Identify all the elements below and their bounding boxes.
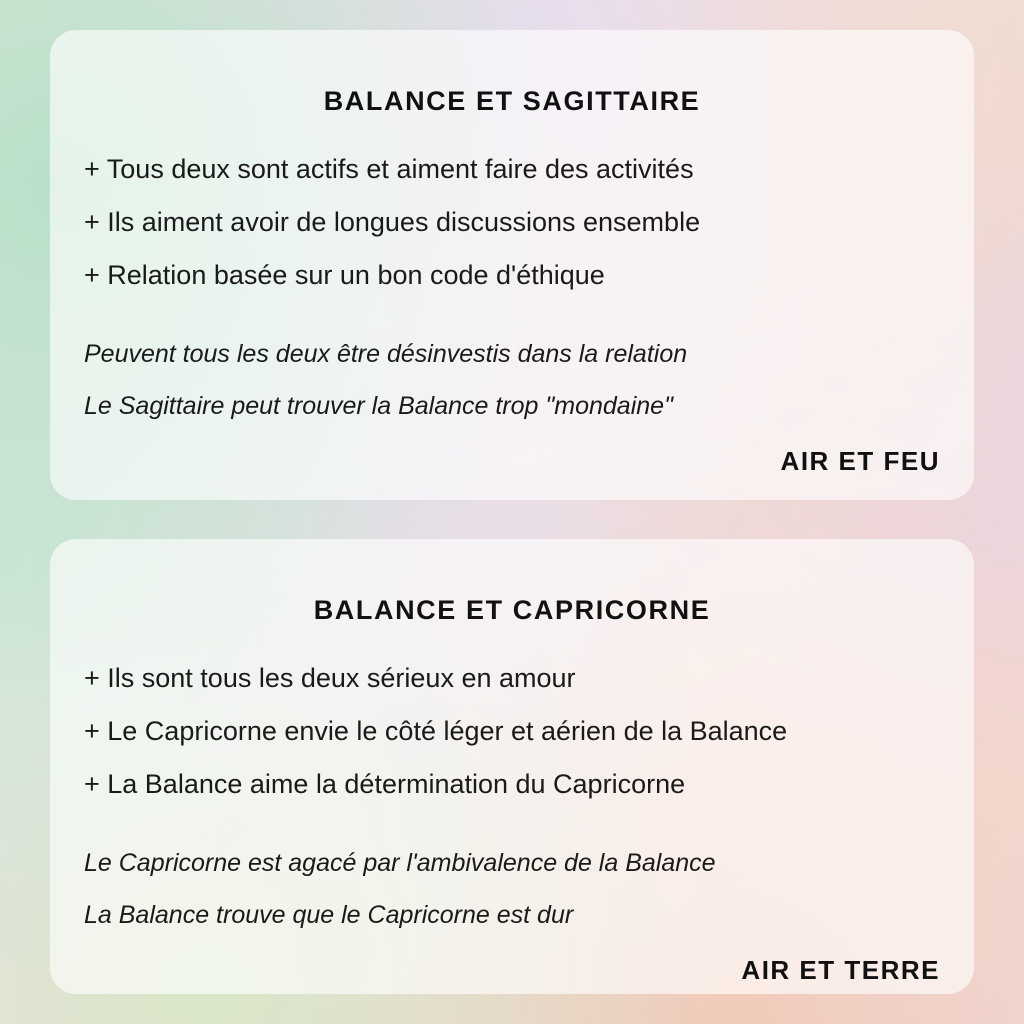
- pro-item: + La Balance aime la détermination du Capricorne: [84, 768, 686, 799]
- elements-label: AIR ET TERRE: [741, 954, 940, 985]
- cons-list: [84, 329, 940, 432]
- pro-item: + Tous deux sont actifs et aiment faire des activités: [84, 154, 694, 185]
- pro-item: + Relation basée sur un bon code d'éthique: [84, 259, 605, 290]
- pros-list: [84, 143, 940, 301]
- con-item: Peuvent tous les deux être désinvestis dans la relation: [84, 340, 688, 369]
- con-item: La Balance trouve que le Capricorne est dur: [84, 900, 574, 929]
- pro-item: + Ils sont tous les deux sérieux en amour: [84, 663, 576, 694]
- pro-item: + Le Capricorne envie le côté léger et aérien de la Balance: [84, 716, 788, 747]
- con-item: Le Capricorne est agacé par l'ambivalence de la Balance: [84, 849, 716, 878]
- compatibility-card-balance-sagittaire: [50, 30, 974, 500]
- cons-list: [84, 838, 940, 941]
- compatibility-card-balance-capricorne: [50, 539, 974, 994]
- card-title: BALANCE ET SAGITTAIRE: [323, 86, 701, 117]
- pro-item: + Ils aiment avoir de longues discussions ensemble: [84, 207, 701, 238]
- elements-label: AIR ET FEU: [780, 445, 940, 476]
- pros-list: [84, 652, 940, 810]
- card-title: BALANCE ET CAPRICORNE: [313, 595, 711, 626]
- con-item: Le Sagittaire peut trouver la Balance trop "mondaine": [84, 391, 673, 420]
